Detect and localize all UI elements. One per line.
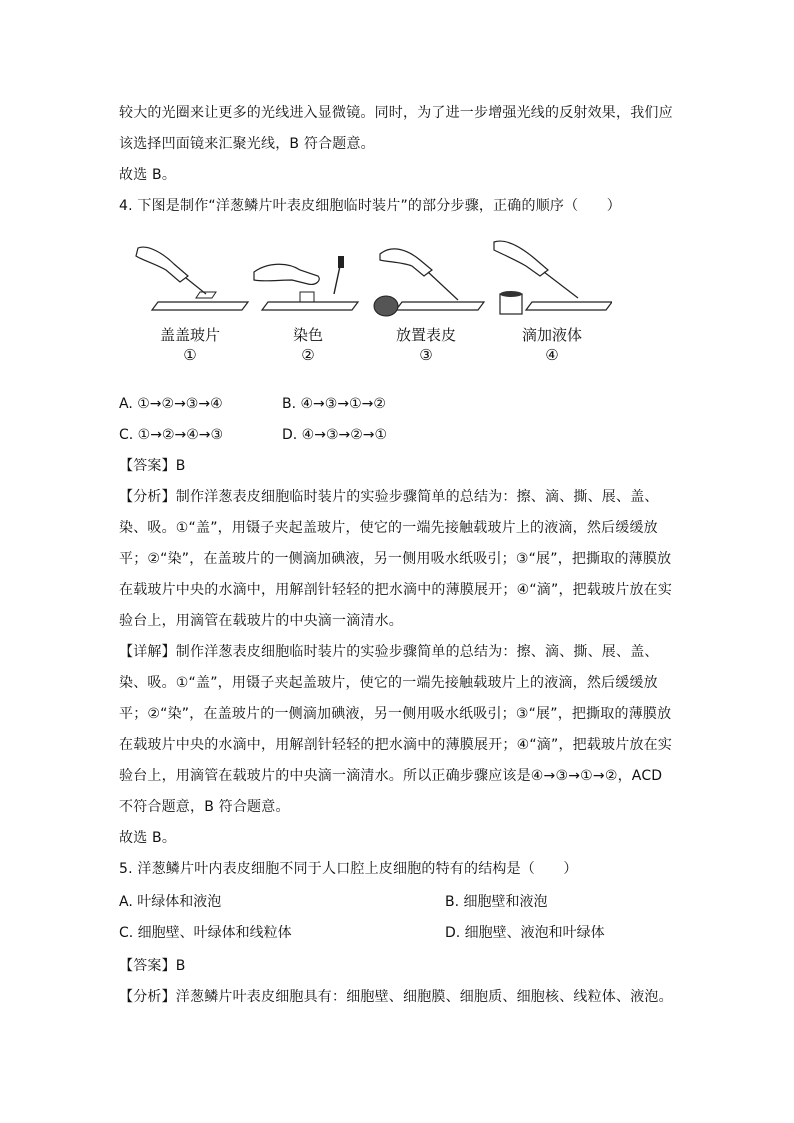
text-line: 较大的光圈来让更多的光线进入显微镜。同时，为了进一步增强光线的反射效果，我们应 (119, 105, 673, 121)
text-line: 平；②“染”，在盖玻片的一侧滴加碘液，另一侧用吸水纸吸引；③“展”，把撕取的薄膜放 (119, 706, 672, 722)
step-number: ④ (545, 346, 559, 364)
answer-label: 【答案】B (119, 958, 186, 974)
step-caption: 放置表皮 (395, 326, 456, 344)
option-d: D. 细胞壁、液泡和叶绿体 (445, 925, 605, 941)
place-epidermis-illustration (366, 236, 486, 321)
answer-label: 【答案】B (119, 458, 186, 474)
staining-illustration (248, 236, 368, 321)
step-caption: 染色 (292, 326, 323, 344)
procedure-figure (130, 236, 630, 366)
question-5-stem: 5. 洋葱鳞片叶内表皮细胞不同于人口腔上皮细胞的特有的结构是（ ） (119, 861, 578, 877)
text-line: 【详解】制作洋葱表皮细胞临时装片的实验步骤简单的总结为：擦、滴、撕、展、盖、 (119, 644, 659, 660)
text-line: 验台上，用滴管在载玻片的中央滴一滴清水。 (119, 613, 403, 629)
text-line: 故选 B。 (119, 167, 177, 183)
option-a: A. 叶绿体和液泡 (119, 894, 222, 910)
step-number: ① (183, 346, 197, 364)
step-number: ② (301, 346, 315, 364)
text-line: 不符合题意，B 符合题意。 (119, 799, 290, 815)
option-a: A. ①→②→③→④ (119, 396, 223, 412)
text-line: 该选择凹面镜来汇聚光线，B 符合题意。 (119, 136, 375, 152)
add-liquid-illustration (492, 236, 612, 321)
text-line: 在载玻片中央的水滴中，用解剖针轻轻的把水滴中的薄膜展开；④“滴”，把载玻片放在实 (119, 582, 673, 598)
cover-slip-illustration (130, 236, 250, 321)
option-b: B. ④→③→①→② (282, 396, 386, 412)
text-line: 染、吸。①“盖”，用镊子夹起盖玻片，使它的一端先接触载玻片上的液滴，然后缓缓放 (119, 675, 658, 691)
question-4-stem: 4. 下图是制作“洋葱鳞片叶表皮细胞临时装片”的部分步骤，正确的顺序（ ） (119, 198, 621, 214)
text-line: 染、吸。①“盖”，用镊子夹起盖玻片，使它的一端先接触载玻片上的液滴，然后缓缓放 (119, 520, 658, 536)
option-d: D. ④→③→②→① (282, 427, 388, 443)
text-line: 故选 B。 (119, 830, 177, 846)
step-caption: 滴加液体 (521, 326, 582, 344)
step-2 (248, 236, 368, 366)
text-line: 在载玻片中央的水滴中，用解剖针轻轻的把水滴中的薄膜展开；④“滴”，把载玻片放在实 (119, 737, 673, 753)
option-c: C. 细胞壁、叶绿体和线粒体 (119, 925, 292, 941)
step-1 (130, 236, 250, 366)
step-number: ③ (419, 346, 433, 364)
step-caption: 盖盖玻片 (159, 326, 220, 344)
step-3 (366, 236, 486, 366)
text-line: 验台上，用滴管在载玻片的中央滴一滴清水。所以正确步骤应该是④→③→①→②，ACD (119, 768, 663, 784)
option-c: C. ①→②→④→③ (119, 427, 224, 443)
text-line: 平；②“染”，在盖玻片的一侧滴加碘液，另一侧用吸水纸吸引；③“展”，把撕取的薄膜放 (119, 551, 672, 567)
text-line: 【分析】制作洋葱表皮细胞临时装片的实验步骤简单的总结为：擦、滴、撕、展、盖、 (119, 489, 659, 505)
option-b: B. 细胞壁和液泡 (445, 894, 548, 910)
step-4 (492, 236, 612, 366)
text-line: 【分析】洋葱鳞片叶表皮细胞具有：细胞壁、细胞膜、细胞质、细胞核、线粒体、液泡。 (119, 989, 673, 1005)
